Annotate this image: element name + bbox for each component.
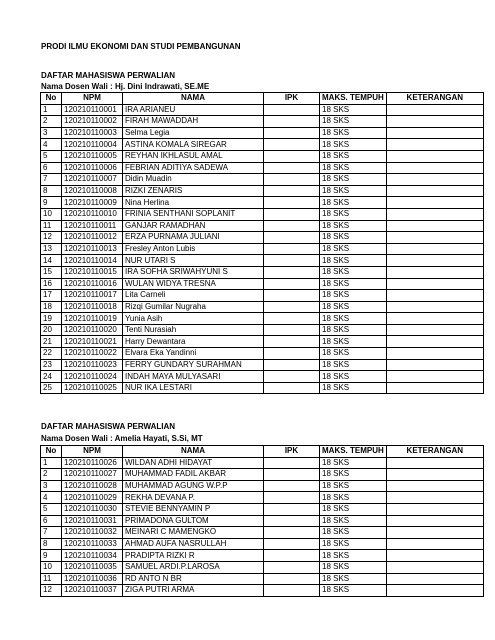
col-header-no: No [41,446,62,458]
cell-maks-tempuh: 18 SKS [320,324,387,336]
cell-npm: 120210110022 [62,348,123,360]
cell-npm: 120210110020 [62,324,123,336]
cell-npm: 120210110002 [62,116,123,128]
cell-no: 5 [41,150,62,162]
cell-no: 3 [41,127,62,139]
cell-nama: NUR IKA LESTARI [123,382,264,394]
table-row [41,538,484,550]
cell-nama: NUR UTARI S [123,255,264,267]
cell-nama: SAMUEL ARDI.P.LAROSA [123,561,264,573]
cell-no: 6 [41,515,62,527]
table-row [41,243,484,255]
cell-ipk [264,492,320,504]
cell-no: 13 [41,243,62,255]
cell-maks-tempuh: 18 SKS [320,480,387,492]
table-header-row [41,446,484,458]
cell-ipk [264,197,320,209]
cell-keterangan [386,208,483,220]
cell-maks-tempuh: 18 SKS [320,232,387,244]
cell-nama: IRA ARIANEU [123,104,264,116]
cell-npm: 120210110007 [62,174,123,186]
cell-maks-tempuh: 18 SKS [320,503,387,515]
cell-nama: INDAH MAYA MULYASARI [123,371,264,383]
cell-ipk [264,174,320,186]
cell-keterangan [386,243,483,255]
cell-no: 19 [41,313,62,325]
cell-maks-tempuh: 18 SKS [320,469,387,481]
cell-keterangan [386,116,483,128]
cell-keterangan [386,585,483,597]
table-row [41,208,484,220]
cell-keterangan [386,469,483,481]
cell-no: 10 [41,208,62,220]
cell-keterangan [386,104,483,116]
student-table-2 [40,445,484,597]
cell-keterangan [386,348,483,360]
cell-npm: 120210110004 [62,139,123,151]
cell-maks-tempuh: 18 SKS [320,220,387,232]
cell-no: 2 [41,116,62,128]
table-header-row [41,93,484,105]
cell-no: 15 [41,266,62,278]
cell-no: 8 [41,185,62,197]
cell-maks-tempuh: 18 SKS [320,150,387,162]
table-row [41,278,484,290]
cell-nama: RIZKI ZENARIS [123,185,264,197]
cell-keterangan [386,324,483,336]
cell-ipk [264,116,320,128]
cell-ipk [264,469,320,481]
document-title: PRODI ILMU EKONOMI DAN STUDI PEMBANGUNAN [41,42,241,51]
table-row [41,116,484,128]
cell-nama: WILDAN ADHI HIDAYAT [123,457,264,469]
cell-keterangan [386,174,483,186]
cell-npm: 120210110009 [62,197,123,209]
cell-no: 9 [41,197,62,209]
cell-nama: FEBRIAN ADITIYA SADEWA [123,162,264,174]
cell-nama: FIRAH MAWADDAH [123,116,264,128]
cell-ipk [264,150,320,162]
cell-nama: Fresley Anton Lubis [123,243,264,255]
section-2-advisor: Nama Dosen Wali : Amelia Hayati, S.Si, MT [41,434,203,443]
table-row [41,480,484,492]
col-header-nama: NAMA [123,93,264,105]
cell-ipk [264,585,320,597]
table-row [41,382,484,394]
table-row [41,197,484,209]
table-row [41,336,484,348]
cell-keterangan [386,382,483,394]
cell-keterangan [386,185,483,197]
cell-ipk [264,561,320,573]
table-row [41,162,484,174]
cell-keterangan [386,515,483,527]
section-2-heading: DAFTAR MAHASISWA PERWALIAN [41,422,176,431]
cell-nama: MUHAMMAD FADIL AKBAR [123,469,264,481]
cell-no: 20 [41,324,62,336]
cell-ipk [264,104,320,116]
cell-ipk [264,139,320,151]
table-row [41,232,484,244]
cell-maks-tempuh: 18 SKS [320,266,387,278]
cell-maks-tempuh: 18 SKS [320,550,387,562]
section-1-heading: DAFTAR MAHASISWA PERWALIAN [41,71,176,80]
cell-maks-tempuh: 18 SKS [320,527,387,539]
table-row [41,492,484,504]
table-row [41,515,484,527]
cell-no: 23 [41,359,62,371]
cell-nama: MEINARI C MAMENGKO [123,527,264,539]
cell-keterangan [386,301,483,313]
col-header-keterangan: KETERANGAN [386,93,483,105]
cell-maks-tempuh: 18 SKS [320,371,387,383]
cell-npm: 120210110026 [62,457,123,469]
cell-maks-tempuh: 18 SKS [320,185,387,197]
cell-maks-tempuh: 18 SKS [320,515,387,527]
cell-npm: 120210110006 [62,162,123,174]
cell-maks-tempuh: 18 SKS [320,208,387,220]
col-header-maks-tempuh: MAKS. TEMPUH [320,93,387,105]
cell-nama: MUHAMMAD AGUNG W.P.P [123,480,264,492]
cell-npm: 120210110036 [62,573,123,585]
student-table-1 [40,92,484,394]
table-row [41,139,484,151]
table-row [41,127,484,139]
cell-keterangan [386,162,483,174]
table-row [41,457,484,469]
cell-npm: 120210110015 [62,266,123,278]
cell-keterangan [386,278,483,290]
cell-ipk [264,278,320,290]
cell-ipk [264,301,320,313]
cell-keterangan [386,561,483,573]
table-row [41,371,484,383]
cell-npm: 120210110010 [62,208,123,220]
cell-no: 11 [41,573,62,585]
cell-maks-tempuh: 18 SKS [320,313,387,325]
cell-maks-tempuh: 18 SKS [320,301,387,313]
cell-keterangan [386,503,483,515]
col-header-no: No [41,93,62,105]
cell-ipk [264,515,320,527]
table-row [41,324,484,336]
cell-nama: Lita Carneli [123,290,264,302]
table-row [41,174,484,186]
table-row [41,348,484,360]
cell-keterangan [386,538,483,550]
cell-no: 7 [41,174,62,186]
cell-keterangan [386,550,483,562]
cell-npm: 120210110017 [62,290,123,302]
cell-nama: Tenti Nurasiah [123,324,264,336]
cell-keterangan [386,290,483,302]
cell-ipk [264,503,320,515]
cell-npm: 120210110011 [62,220,123,232]
cell-ipk [264,255,320,267]
cell-no: 5 [41,503,62,515]
col-header-ipk: IPK [264,446,320,458]
cell-no: 12 [41,232,62,244]
cell-npm: 120210110016 [62,278,123,290]
cell-npm: 120210110008 [62,185,123,197]
cell-maks-tempuh: 18 SKS [320,561,387,573]
section-1-advisor: Nama Dosen Wali : Hj. Dini Indrawati, SE.ME [41,82,210,91]
cell-nama: RD ANTO N BR [123,573,264,585]
cell-npm: 120210110005 [62,150,123,162]
cell-npm: 120210110037 [62,585,123,597]
cell-keterangan [386,480,483,492]
cell-no: 1 [41,457,62,469]
table-row [41,585,484,597]
cell-no: 12 [41,585,62,597]
cell-no: 18 [41,301,62,313]
cell-ipk [264,538,320,550]
table-row [41,290,484,302]
cell-npm: 120210110018 [62,301,123,313]
cell-npm: 120210110032 [62,527,123,539]
cell-keterangan [386,127,483,139]
cell-ipk [264,371,320,383]
table-row [41,313,484,325]
table-row [41,359,484,371]
cell-nama: REYHAN IKHLASUL AMAL [123,150,264,162]
cell-nama: Nina Herlina [123,197,264,209]
table-row [41,527,484,539]
cell-nama: Yunia Asih [123,313,264,325]
col-header-npm: NPM [62,446,123,458]
cell-ipk [264,243,320,255]
table-row [41,266,484,278]
cell-ipk [264,313,320,325]
cell-keterangan [386,371,483,383]
cell-no: 21 [41,336,62,348]
cell-ipk [264,290,320,302]
cell-no: 22 [41,348,62,360]
cell-ipk [264,382,320,394]
table-row [41,301,484,313]
table-row [41,150,484,162]
cell-ipk [264,550,320,562]
cell-nama: Elvara Eka Yandinni [123,348,264,360]
cell-nama: STEVIE BENNYAMIN P [123,503,264,515]
cell-maks-tempuh: 18 SKS [320,457,387,469]
cell-nama: FERRY GUNDARY SURAHMAN [123,359,264,371]
cell-nama: Didin Muadin [123,174,264,186]
cell-no: 4 [41,492,62,504]
cell-npm: 120210110013 [62,243,123,255]
cell-npm: 120210110003 [62,127,123,139]
cell-no: 14 [41,255,62,267]
cell-keterangan [386,255,483,267]
cell-keterangan [386,457,483,469]
cell-npm: 120210110033 [62,538,123,550]
cell-maks-tempuh: 18 SKS [320,290,387,302]
cell-maks-tempuh: 18 SKS [320,348,387,360]
cell-ipk [264,480,320,492]
cell-keterangan [386,139,483,151]
cell-nama: GANJAR RAMADHAN [123,220,264,232]
col-header-ipk: IPK [264,93,320,105]
cell-keterangan [386,527,483,539]
cell-nama: REKHA DEVANA P. [123,492,264,504]
cell-ipk [264,220,320,232]
cell-npm: 120210110001 [62,104,123,116]
table-row [41,469,484,481]
cell-maks-tempuh: 18 SKS [320,104,387,116]
cell-no: 24 [41,371,62,383]
cell-npm: 120210110012 [62,232,123,244]
cell-nama: ASTINA KOMALA SIREGAR [123,139,264,151]
cell-maks-tempuh: 18 SKS [320,585,387,597]
cell-nama: IRA SOFHA SRIWAHYUNI S [123,266,264,278]
cell-no: 9 [41,550,62,562]
cell-no: 17 [41,290,62,302]
cell-ipk [264,232,320,244]
cell-npm: 120210110027 [62,469,123,481]
cell-ipk [264,348,320,360]
cell-nama: Rizqi Gumilar Nugraha [123,301,264,313]
cell-keterangan [386,573,483,585]
cell-maks-tempuh: 18 SKS [320,255,387,267]
col-header-nama: NAMA [123,446,264,458]
cell-nama: Harry Dewantara [123,336,264,348]
cell-maks-tempuh: 18 SKS [320,538,387,550]
cell-npm: 120210110023 [62,359,123,371]
cell-ipk [264,208,320,220]
cell-keterangan [386,220,483,232]
table-row [41,255,484,267]
table-row [41,573,484,585]
table-row [41,503,484,515]
cell-nama: ZIGA PUTRI ARMA [123,585,264,597]
cell-maks-tempuh: 18 SKS [320,116,387,128]
cell-keterangan [386,359,483,371]
cell-ipk [264,573,320,585]
cell-no: 7 [41,527,62,539]
cell-maks-tempuh: 18 SKS [320,127,387,139]
cell-no: 3 [41,480,62,492]
cell-maks-tempuh: 18 SKS [320,278,387,290]
cell-nama: Selma Legia [123,127,264,139]
table-row [41,561,484,573]
col-header-keterangan: KETERANGAN [386,446,483,458]
cell-npm: 120210110034 [62,550,123,562]
cell-nama: PRIMADONA GULTOM [123,515,264,527]
cell-nama: FRINIA SENTHANI SOPLANIT [123,208,264,220]
cell-npm: 120210110028 [62,480,123,492]
cell-npm: 120210110025 [62,382,123,394]
cell-keterangan [386,266,483,278]
cell-keterangan [386,197,483,209]
cell-no: 1 [41,104,62,116]
cell-npm: 120210110019 [62,313,123,325]
cell-nama: ERZA PURNAMA JULIANI [123,232,264,244]
cell-nama: PRADIPTA RIZKI R [123,550,264,562]
cell-maks-tempuh: 18 SKS [320,382,387,394]
cell-no: 2 [41,469,62,481]
cell-ipk [264,185,320,197]
cell-no: 4 [41,139,62,151]
cell-ipk [264,359,320,371]
cell-maks-tempuh: 18 SKS [320,573,387,585]
table-row [41,104,484,116]
table-row [41,220,484,232]
cell-ipk [264,162,320,174]
cell-maks-tempuh: 18 SKS [320,197,387,209]
cell-npm: 120210110024 [62,371,123,383]
cell-npm: 120210110035 [62,561,123,573]
cell-keterangan [386,492,483,504]
cell-maks-tempuh: 18 SKS [320,243,387,255]
cell-npm: 120210110030 [62,503,123,515]
table-row [41,550,484,562]
cell-ipk [264,324,320,336]
cell-npm: 120210110014 [62,255,123,267]
cell-nama: WULAN WIDYA TRESNA [123,278,264,290]
cell-maks-tempuh: 18 SKS [320,174,387,186]
cell-maks-tempuh: 18 SKS [320,336,387,348]
cell-no: 10 [41,561,62,573]
cell-no: 25 [41,382,62,394]
table-row [41,185,484,197]
cell-ipk [264,336,320,348]
col-header-maks-tempuh: MAKS. TEMPUH [320,446,387,458]
cell-keterangan [386,232,483,244]
cell-maks-tempuh: 18 SKS [320,492,387,504]
col-header-npm: NPM [62,93,123,105]
cell-no: 16 [41,278,62,290]
cell-no: 8 [41,538,62,550]
cell-ipk [264,266,320,278]
cell-keterangan [386,336,483,348]
cell-nama: AHMAD AUFA NASRULLAH [123,538,264,550]
cell-npm: 120210110021 [62,336,123,348]
cell-no: 6 [41,162,62,174]
cell-npm: 120210110031 [62,515,123,527]
cell-maks-tempuh: 18 SKS [320,162,387,174]
cell-npm: 120210110029 [62,492,123,504]
cell-ipk [264,527,320,539]
cell-maks-tempuh: 18 SKS [320,359,387,371]
cell-no: 11 [41,220,62,232]
cell-keterangan [386,313,483,325]
cell-keterangan [386,150,483,162]
cell-ipk [264,127,320,139]
cell-maks-tempuh: 18 SKS [320,139,387,151]
cell-ipk [264,457,320,469]
